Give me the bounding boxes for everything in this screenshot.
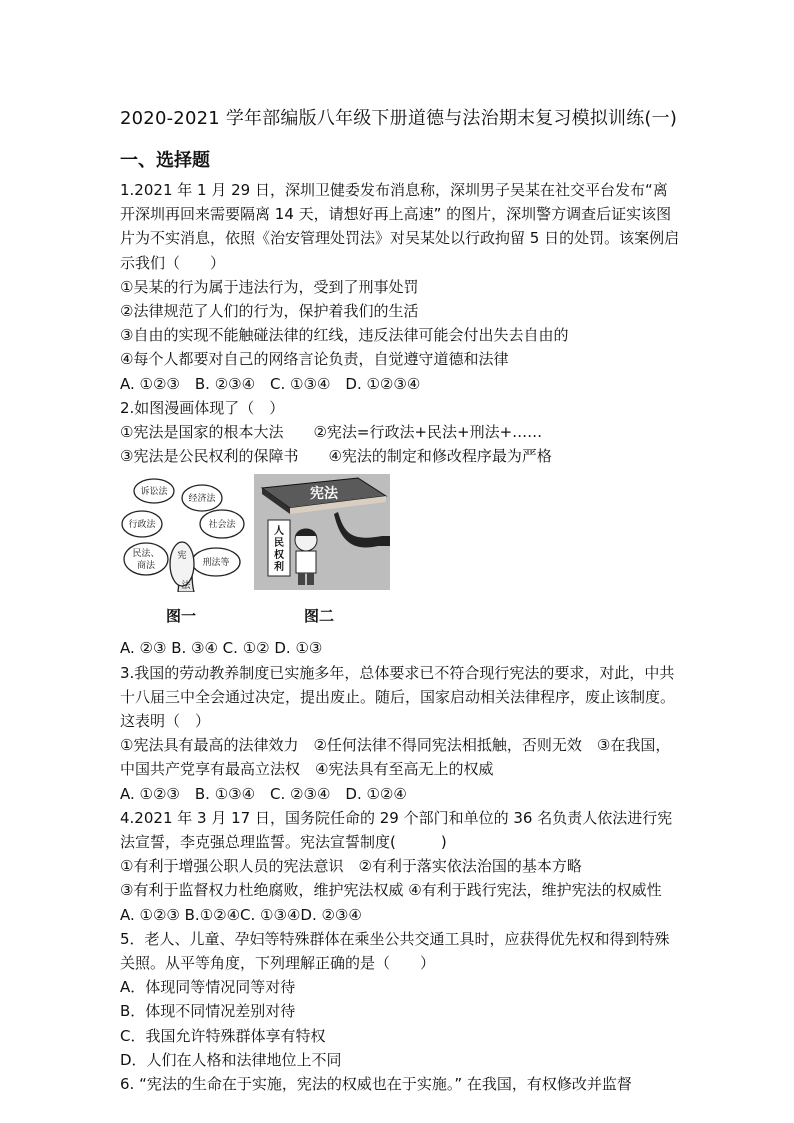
q3-options: ①宪法具有最高的法律效力 ②任何法律不得同宪法相抵触，否则无效 ③在我国，中国共产党享有最高立法权 ④宪法具有至高无上的权威 [120,736,671,779]
sign-text: 人民权利 [274,526,284,574]
book-title: 宪法 [310,486,338,503]
q1-option-4: ④每个人都要对自己的网络言论负责，自觉遵守道德和法律 [120,350,509,369]
q4-choices: A. ①②③ B.①②④C. ①③④D. ②③④ [120,905,362,924]
label-jingjifa: 经济法 [188,494,216,505]
q2-figures [120,474,682,636]
q3-stem: 3.我国的劳动教养制度已实施多年，总体要求已不符合现行宪法的要求，对此，中共十八届三中全会通过决定，提出废止。随后，国家启动相关法律程序，废止该制度。这表明（ ） [120,663,676,731]
law-tree-illustration [120,474,248,592]
q2-options-line2: ③宪法是公民权利的保障书 ④宪法的制定和修改程序最为严格 [120,447,552,466]
q4-options-line2: ③有利于监督权力杜绝腐败，维护宪法权威 ④有利于践行宪法，维护宪法的权威性 [120,881,662,900]
label-fa: 法 [181,581,191,592]
figure-1-caption: 图一 [166,607,197,626]
q5-option-d: D．人们在人格和法律地位上不同 [120,1050,342,1069]
label-xian: 宪 [177,551,187,562]
section-heading: 一、选择题 [120,150,210,171]
document-title: 2020-2021 学年部编版八年级下册道德与法治期末复习模拟训练(一) [120,108,678,129]
figure-2-caption: 图二 [304,607,335,626]
q2-options-line1: ①宪法是国家的根本大法 ②宪法=行政法+民法+刑法+…… [120,423,543,442]
q1-choices: A. ①②③ B. ②③④ C. ①③④ D. ①②③④ [120,374,421,393]
label-susongfa: 诉讼法 [140,487,168,498]
q1-option-1: ①吴某的行为属于违法行为，受到了刑事处罚 [120,277,419,296]
label-xingfa: 刑法等 [202,558,230,569]
q2-stem: 2.如图漫画体现了（ ） [120,398,285,417]
label-minfa: 民法、 [132,549,160,560]
q1-stem: 1.2021 年 1 月 29 日，深圳卫健委发布消息称，深圳男子吴某在社交平台发布“离开深圳再回来需要隔离 14 天，请想好再上高速” 的图片，深圳警方调查后证实该图片为不实消息，依照《治安管理处罚法》对吴某处以行政拘留 5 日的处罚。该案例启示我们（ ） [120,181,680,272]
q4-options-line1: ①有利于增强公职人员的宪法意识 ②有利于落实依法治国的基本方略 [120,857,582,876]
q2-choices: A. ②③ B. ③④ C. ①② D. ①③ [120,639,323,658]
q3-choices: A. ①②③ B. ①③④ C. ②③④ D. ①②④ [120,784,407,803]
q1-option-2: ②法律规范了人们的行为，保护着我们的生活 [120,302,419,321]
question-list [120,178,682,1096]
q5-stem: 5．老人、儿童、孕妇等特殊群体在乘坐公共交通工具时，应获得优先权和得到特殊关照。从平等角度，下列理解正确的是（ ） [120,929,670,973]
q5-option-a: A．体现同等情况同等对待 [120,978,296,997]
q6-stem: 6. “宪法的生命在于实施，宪法的权威也在于实施。” 在我国，有权修改并监督 [120,1075,632,1094]
constitution-umbrella-illustration [254,474,390,590]
q4-stem: 4.2021 年 3 月 17 日，国务院任命的 29 个部门和单位的 36 名负责人依法进行宪法宣誓，李克强总理监誓。宪法宣誓制度( ) [120,808,673,852]
label-shangfa: 商法 [136,561,156,572]
q5-option-c: C．我国允许特殊群体享有特权 [120,1026,326,1045]
label-xingzhengfa: 行政法 [128,520,156,531]
q1-option-3: ③自由的实现不能触碰法律的红线，违反法律可能会付出失去自由的 [120,326,569,345]
q5-option-b: B．体现不同情况差别对待 [120,1002,296,1021]
label-shehuifa: 社会法 [208,520,236,531]
